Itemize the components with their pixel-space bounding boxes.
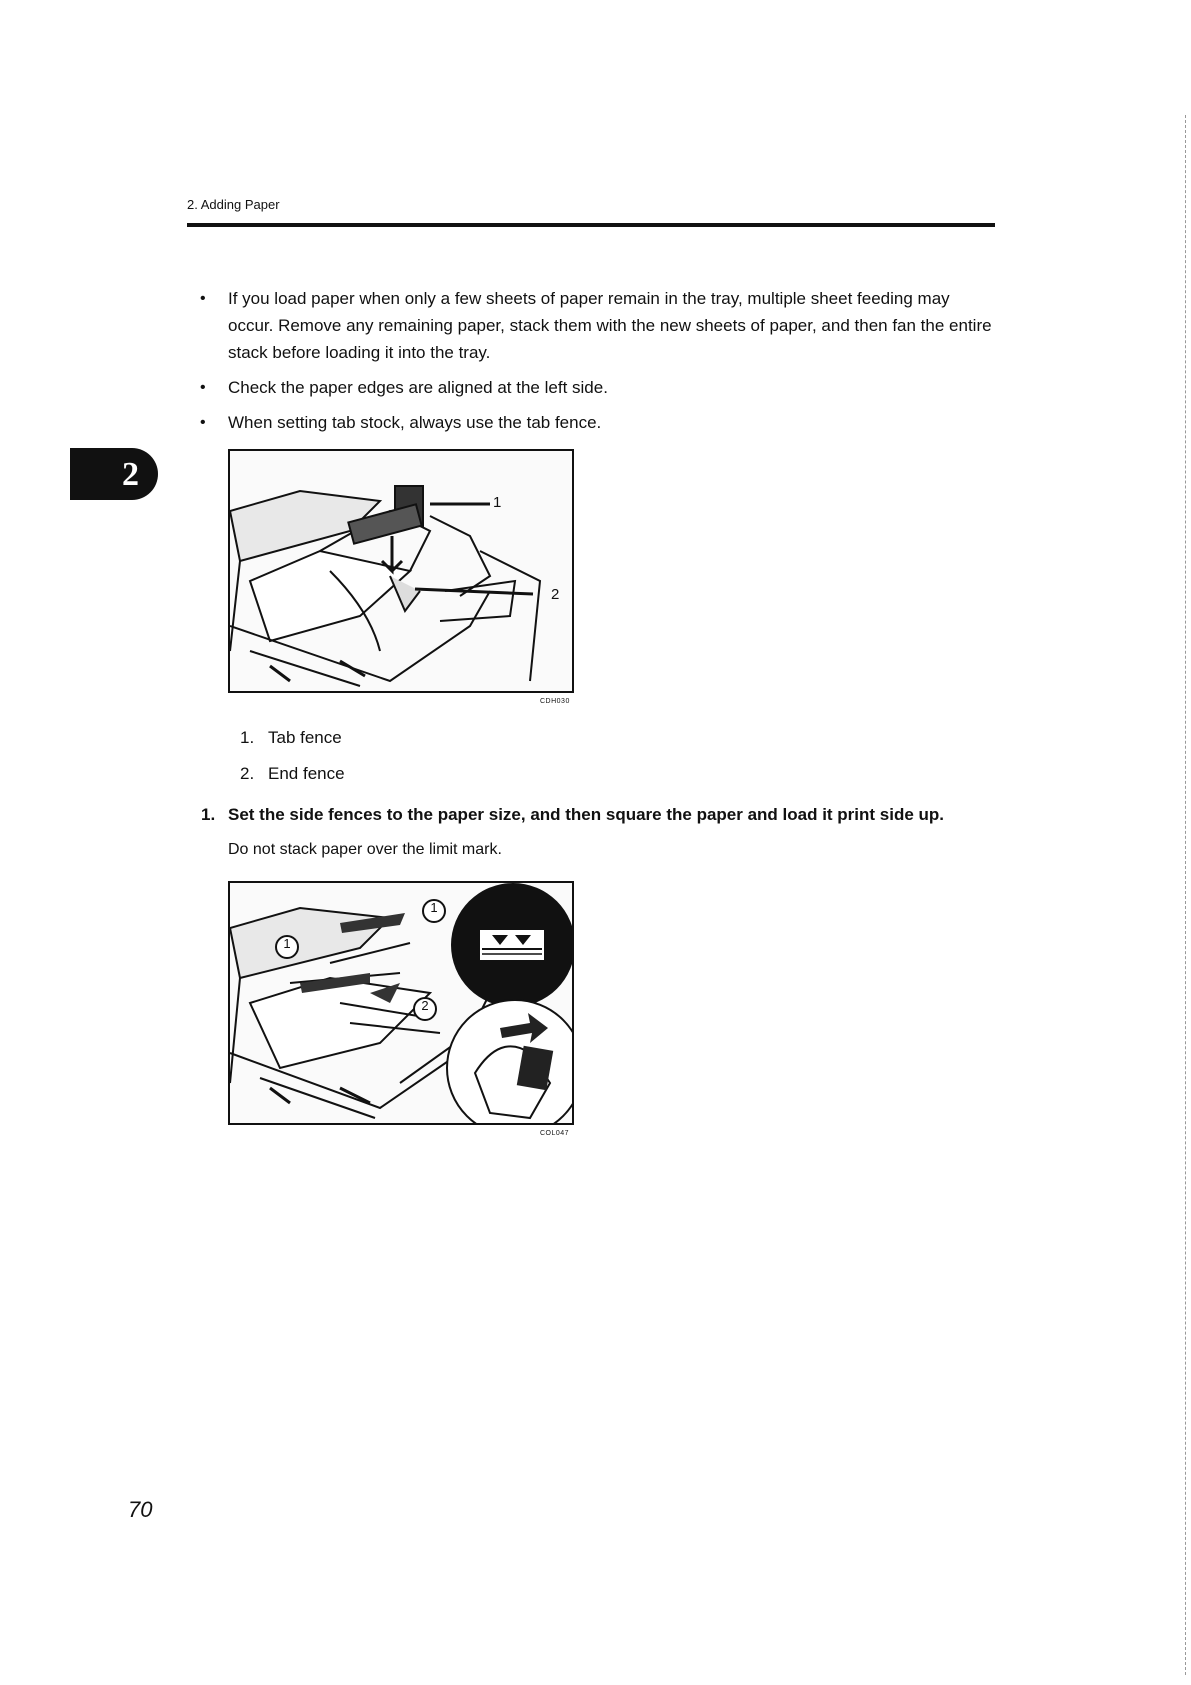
marker-2: 2 <box>421 998 429 1013</box>
side-fence-illustration <box>228 881 574 1125</box>
note-item: • If you load paper when only a few sheets of paper remain in the tray, multiple sheet feeding may occur. Remove any remaining paper, stack them with the new sheets of paper, and then fan the entire stack before loading it into the tray. <box>196 285 996 366</box>
callout-label-1: 1 <box>493 494 502 511</box>
step-note: Do not stack paper over the limit mark. <box>228 841 502 858</box>
marker-1-left: 1 <box>283 936 291 951</box>
marker-1-top: 1 <box>430 900 438 915</box>
tab-fence-illustration <box>228 449 574 693</box>
tray-drawing <box>230 451 572 691</box>
legend-item: 2. End fence <box>240 764 345 783</box>
scan-margin-line <box>1185 115 1186 1675</box>
figure-code: CDH030 <box>540 698 570 705</box>
tray-drawing-2 <box>230 883 572 1123</box>
chapter-tab <box>70 448 158 500</box>
header-rule <box>187 223 995 227</box>
note-item: • When setting tab stock, always use the tab fence. <box>196 409 996 436</box>
figure-code: COL047 <box>540 1130 570 1137</box>
running-header: 2. Adding Paper <box>187 197 280 212</box>
page-number: 70 <box>128 1497 153 1522</box>
callout-line-2 <box>415 589 533 594</box>
figure-legend <box>240 726 345 798</box>
chapter-number: 2 <box>122 456 139 493</box>
callout-label-2: 2 <box>551 586 560 603</box>
step-instruction: 1. Set the side fences to the paper size, and then square the paper and load it print side up. <box>201 805 945 824</box>
legend-item: 1. Tab fence <box>240 728 342 747</box>
note-item: • Check the paper edges are aligned at the left side. <box>196 374 996 401</box>
note-list <box>196 285 996 444</box>
